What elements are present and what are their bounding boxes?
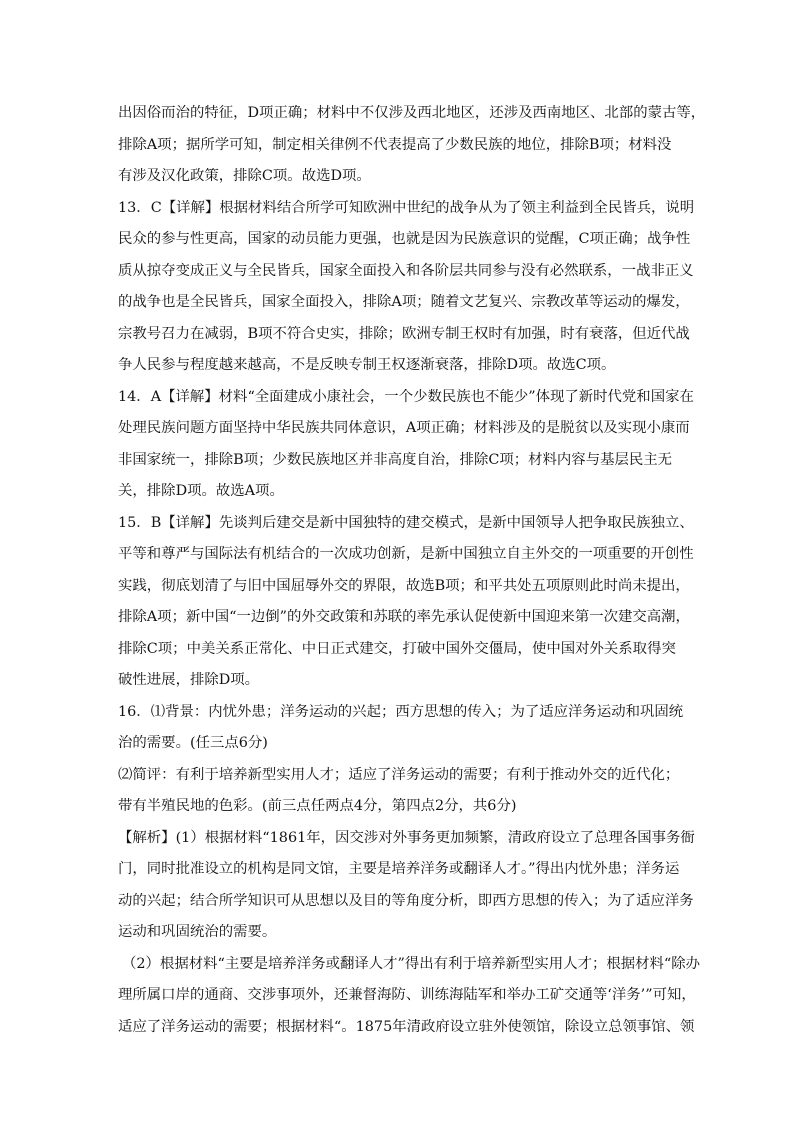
text-line: 排除A项；新中国“一边倒”的外交政策和苏联的率先承认促使新中国迎来第一次建交高潮，	[118, 609, 690, 625]
text-line: 非国家统一，排除B项；少数民族地区并非高度自治，排除C项；材料内容与基层民主无	[118, 451, 673, 468]
analysis-line: 【解析】(1）根据材料“1861年，因交涉对外事务更加频繁，清政府设立了总理各国事务衙	[118, 829, 695, 846]
question-16-line: 16．⑴背景：内忧外患；洋务运动的兴起；西方思想的传入；为了适应洋务运动和巩固统	[118, 703, 684, 720]
text-line: 理所属口岸的通商、交涉事项外，还兼督海防、训练海陆军和举办工矿交通等‘洋务’”可知，	[118, 987, 696, 1003]
text-line: 处理民族问题方面坚持中华民族共同体意识，A项正确；材料涉及的是脱贫以及实现小康而	[118, 420, 690, 436]
text-line: 的战争也是全民皆兵，国家全面投入，排除A项；随着文艺复兴、宗教改革等运动的爆发，	[118, 294, 690, 310]
text-line: 带有半殖民地的色彩。(前三点任两点4分，第四点2分，共6分)	[118, 798, 517, 814]
question-13-line: 13．C【详解】根据材料结合所学可知欧洲中世纪的战争从为了领主利益到全民皆兵，说明	[118, 199, 695, 216]
text-line: 质从掠夺变成正义与全民皆兵，国家全面投入和各阶层共同参与没有必然联系，一战非正义	[118, 262, 694, 279]
text-line: 运动和巩固统治的需要。	[118, 924, 277, 940]
text-line: 适应了洋务运动的需要；根据材料“。1875年清政府设立驻外使领馆，除设立总领事馆、领	[118, 1018, 695, 1035]
text-line: 动的兴起；结合所学知识可从思想以及目的等角度分析，即西方思想的传入；为了适应洋务	[118, 892, 694, 909]
text-line: 排除C项；中美关系正常化、中日正式建交，打破中国外交僵局，使中国对外关系取得突	[118, 640, 676, 657]
text-line: 宗教号召力在减弱，B项不符合史实，排除；欧洲专制王权时有加强，时有衰落，但近代战	[118, 325, 690, 342]
text-line: ⑵简评：有利于培养新型实用人才；适应了洋务运动的需要；有利于推动外交的近代化；	[118, 766, 680, 783]
text-line: 实践，彻底划清了与旧中国屈辱外交的界限，故选B项；和平共处五项原则此时尚未提出，	[118, 577, 690, 594]
question-14-line: 14．A【详解】材料“全面建成小康社会，一个少数民族也不能少”体现了新时代党和国家在	[118, 388, 694, 405]
text-line: 民众的参与性更高，国家的动员能力更强，也就是因为民族意识的觉醒，C项正确；战争性	[118, 231, 691, 247]
text-line: 治的需要。(任三点6分)	[118, 735, 268, 751]
text-line: 破性进展，排除D项。	[118, 672, 260, 688]
text-line: 争人民参与程度越来越高，不是反映专制王权逐渐衰落，排除D项。故选C项。	[118, 357, 616, 373]
text-line: 门，同时批准设立的机构是同文馆，主要是培养洋务或翻译人才。”得出内忧外患；洋务运	[118, 861, 680, 877]
text-line: 有涉及汉化政策，排除C项。故选D项。	[118, 168, 371, 184]
question-15-line: 15．B【详解】先谈判后建交是新中国独特的建交模式，是新中国领导人把争取民族独立、	[118, 514, 694, 531]
analysis-part-2-line: （2）根据材料“主要是培养洋务或翻译人才”得出有利于培养新型实用人才；根据材料“除办	[122, 955, 701, 972]
document-page	[118, 98, 706, 1043]
text-line: 关，排除D项。故选A项。	[118, 483, 284, 499]
text-line: 出因俗而治的特征，D项正确；材料中不仅涉及西北地区，还涉及西南地区、北部的蒙古等，	[118, 105, 706, 121]
text-line: 平等和尊严与国际法有机结合的一次成功创新，是新中国独立自主外交的一项重要的开创性	[118, 546, 694, 562]
text-line: 排除A项；据所学可知，制定相关律例不代表提高了少数民族的地位，排除B项；材料没	[118, 136, 672, 153]
